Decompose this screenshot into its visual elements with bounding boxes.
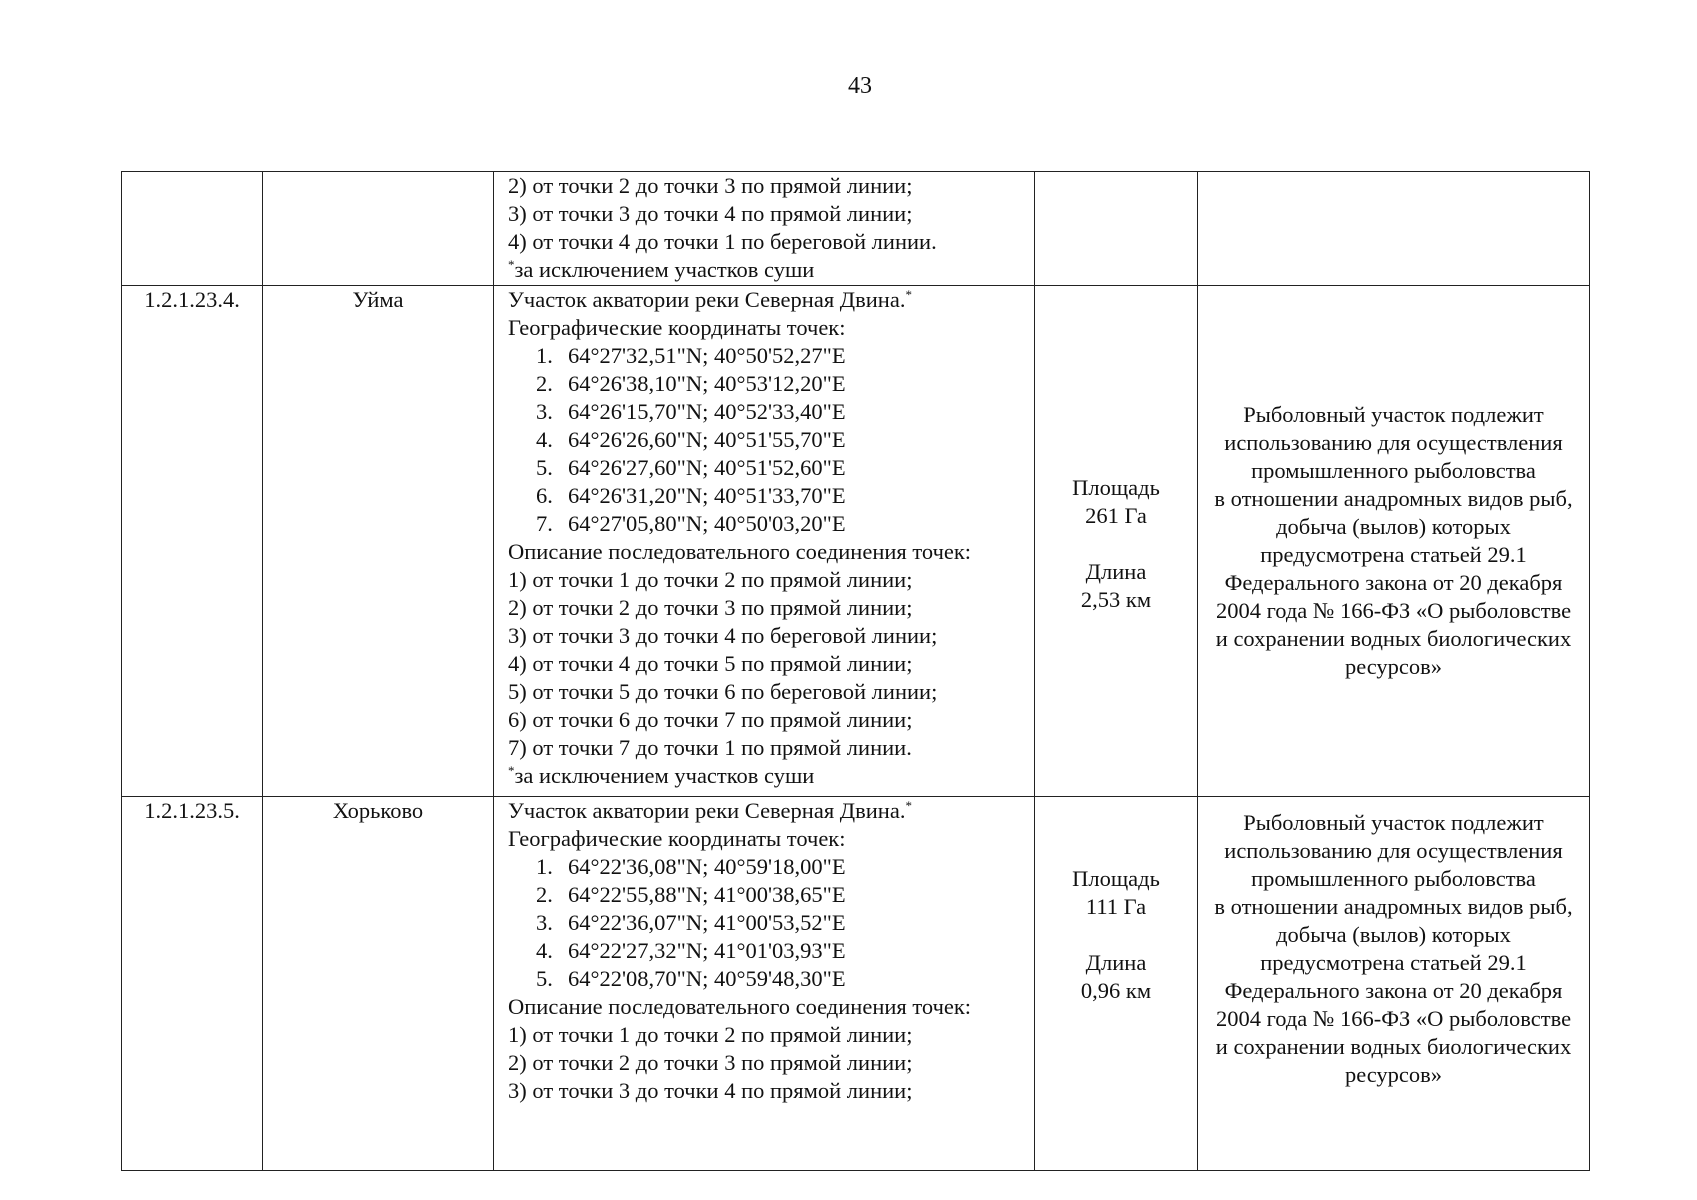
area-description-cell bbox=[494, 172, 1035, 286]
connection-line: 4) от точки 4 до точки 1 по береговой линии. bbox=[508, 229, 937, 254]
usage-note-line: в отношении анадромных видов рыб, bbox=[1214, 894, 1573, 919]
usage-note-line: Федерального закона от 20 декабря bbox=[1224, 978, 1563, 1003]
usage-note-line: использованию для осуществления bbox=[1224, 838, 1563, 863]
row-number-cell bbox=[122, 172, 263, 286]
usage-note-line: и сохранении водных биологических bbox=[1215, 626, 1572, 651]
land-exclusion-text: за исключением участков суши bbox=[514, 763, 815, 788]
length-value: 2,53 км bbox=[1080, 587, 1152, 612]
area-description-cell bbox=[494, 797, 1035, 1171]
area-title-text: Участок акватории реки Северная Двина. bbox=[508, 287, 906, 312]
page-number: 43 bbox=[848, 73, 872, 99]
usage-note-cell bbox=[1198, 172, 1590, 286]
usage-note-line: Федерального закона от 20 декабря bbox=[1224, 570, 1563, 595]
connections-heading: Описание последовательного соединения точек: bbox=[508, 994, 972, 1019]
area-title-text: Участок акватории реки Северная Двина. bbox=[508, 798, 906, 823]
area-value: 261 Га bbox=[1085, 503, 1147, 528]
connection-line: 1) от точки 1 до точки 2 по прямой линии; bbox=[508, 1022, 913, 1047]
connection-line: 6) от точки 6 до точки 7 по прямой линии; bbox=[508, 707, 913, 732]
connection-line: 3) от точки 3 до точки 4 по прямой линии; bbox=[508, 1078, 913, 1103]
usage-note-line: добыча (вылов) которых bbox=[1276, 922, 1511, 947]
area-name-cell bbox=[263, 172, 494, 286]
usage-note-line: ресурсов» bbox=[1344, 1062, 1443, 1087]
land-exclusion-text: за исключением участков суши bbox=[514, 257, 815, 282]
coords-heading: Географические координаты точек: bbox=[508, 315, 846, 340]
usage-note-line: предусмотрена статьей 29.1 bbox=[1260, 950, 1527, 975]
coordinate-item: 3. 64°26'15,70"N; 40°52'33,40"E bbox=[536, 399, 846, 424]
area-label: Площадь bbox=[1072, 866, 1160, 891]
connection-line: 5) от точки 5 до точки 6 по береговой линии; bbox=[508, 679, 938, 704]
area-title: Участок акватории реки Северная Двина.* bbox=[508, 798, 912, 823]
land-exclusion-note: *за исключением участков суши bbox=[508, 763, 815, 788]
land-exclusion-note: *за исключением участков суши bbox=[508, 257, 815, 282]
connections-heading: Описание последовательного соединения точек: bbox=[508, 539, 972, 564]
connection-line: 1) от точки 1 до точки 2 по прямой линии; bbox=[508, 567, 913, 592]
table-row bbox=[122, 797, 1590, 1171]
usage-note-line: промышленного рыболовства bbox=[1251, 866, 1536, 891]
usage-note-line: 2004 года № 166-ФЗ «О рыболовстве bbox=[1215, 1006, 1572, 1031]
area-description-cell bbox=[494, 286, 1035, 797]
coordinate-item: 4. 64°26'26,60"N; 40°51'55,70"E bbox=[536, 427, 846, 452]
area-title: Участок акватории реки Северная Двина.* bbox=[508, 287, 912, 312]
area-value: 111 Га bbox=[1085, 894, 1147, 919]
coordinate-item: 7. 64°27'05,80"N; 40°50'03,20"E bbox=[536, 511, 846, 536]
connection-line: 2) от точки 2 до точки 3 по прямой линии; bbox=[508, 595, 913, 620]
coordinate-item: 3. 64°22'36,07"N; 41°00'53,52"E bbox=[536, 910, 846, 935]
fishing-areas-table bbox=[121, 171, 1590, 1171]
table-row bbox=[122, 286, 1590, 797]
coords-heading: Географические координаты точек: bbox=[508, 826, 846, 851]
coordinate-item: 1. 64°27'32,51"N; 40°50'52,27"E bbox=[536, 343, 846, 368]
usage-note-line: предусмотрена статьей 29.1 bbox=[1260, 542, 1527, 567]
area-name-cell: Хорьково bbox=[263, 797, 494, 1171]
usage-note-line: 2004 года № 166-ФЗ «О рыболовстве bbox=[1215, 598, 1572, 623]
coordinate-item: 5. 64°26'27,60"N; 40°51'52,60"E bbox=[536, 455, 846, 480]
connection-line: 4) от точки 4 до точки 5 по прямой линии; bbox=[508, 651, 913, 676]
usage-note-cell bbox=[1198, 797, 1590, 1171]
usage-note-line: в отношении анадромных видов рыб, bbox=[1214, 486, 1573, 511]
coordinate-item: 2. 64°26'38,10"N; 40°53'12,20"E bbox=[536, 371, 846, 396]
coordinate-item: 2. 64°22'55,88"N; 41°00'38,65"E bbox=[536, 882, 846, 907]
length-label: Длина bbox=[1085, 559, 1147, 584]
coordinate-item: 5. 64°22'08,70"N; 40°59'48,30"E bbox=[536, 966, 846, 991]
connection-line: 3) от точки 3 до точки 4 по береговой линии; bbox=[508, 623, 938, 648]
row-number-cell: 1.2.1.23.5. bbox=[122, 797, 263, 1171]
coordinate-item: 1. 64°22'36,08"N; 40°59'18,00"E bbox=[536, 854, 846, 879]
area-size-cell bbox=[1035, 797, 1198, 1171]
connection-line: 2) от точки 2 до точки 3 по прямой линии; bbox=[508, 1050, 913, 1075]
connection-line: 3) от точки 3 до точки 4 по прямой линии; bbox=[508, 201, 913, 226]
usage-note-line: использованию для осуществления bbox=[1224, 430, 1563, 455]
connection-line: 2) от точки 2 до точки 3 по прямой линии; bbox=[508, 173, 913, 198]
coordinate-item: 4. 64°22'27,32"N; 41°01'03,93"E bbox=[536, 938, 846, 963]
usage-note-line: Рыболовный участок подлежит bbox=[1243, 810, 1544, 835]
coordinate-item: 6. 64°26'31,20"N; 40°51'33,70"E bbox=[536, 483, 846, 508]
table-row bbox=[122, 172, 1590, 286]
area-size-cell bbox=[1035, 286, 1198, 797]
usage-note-line: ресурсов» bbox=[1344, 654, 1443, 679]
area-name-cell: Уйма bbox=[263, 286, 494, 797]
row-number-cell: 1.2.1.23.4. bbox=[122, 286, 263, 797]
length-label: Длина bbox=[1085, 950, 1147, 975]
usage-note-line: добыча (вылов) которых bbox=[1276, 514, 1511, 539]
usage-note-line: промышленного рыболовства bbox=[1251, 458, 1536, 483]
area-label: Площадь bbox=[1072, 475, 1160, 500]
connection-line: 7) от точки 7 до точки 1 по прямой линии. bbox=[508, 735, 912, 760]
length-value: 0,96 км bbox=[1080, 978, 1152, 1003]
usage-note-line: Рыболовный участок подлежит bbox=[1243, 402, 1544, 427]
usage-note-cell bbox=[1198, 286, 1590, 797]
area-size-cell bbox=[1035, 172, 1198, 286]
usage-note-line: и сохранении водных биологических bbox=[1215, 1034, 1572, 1059]
